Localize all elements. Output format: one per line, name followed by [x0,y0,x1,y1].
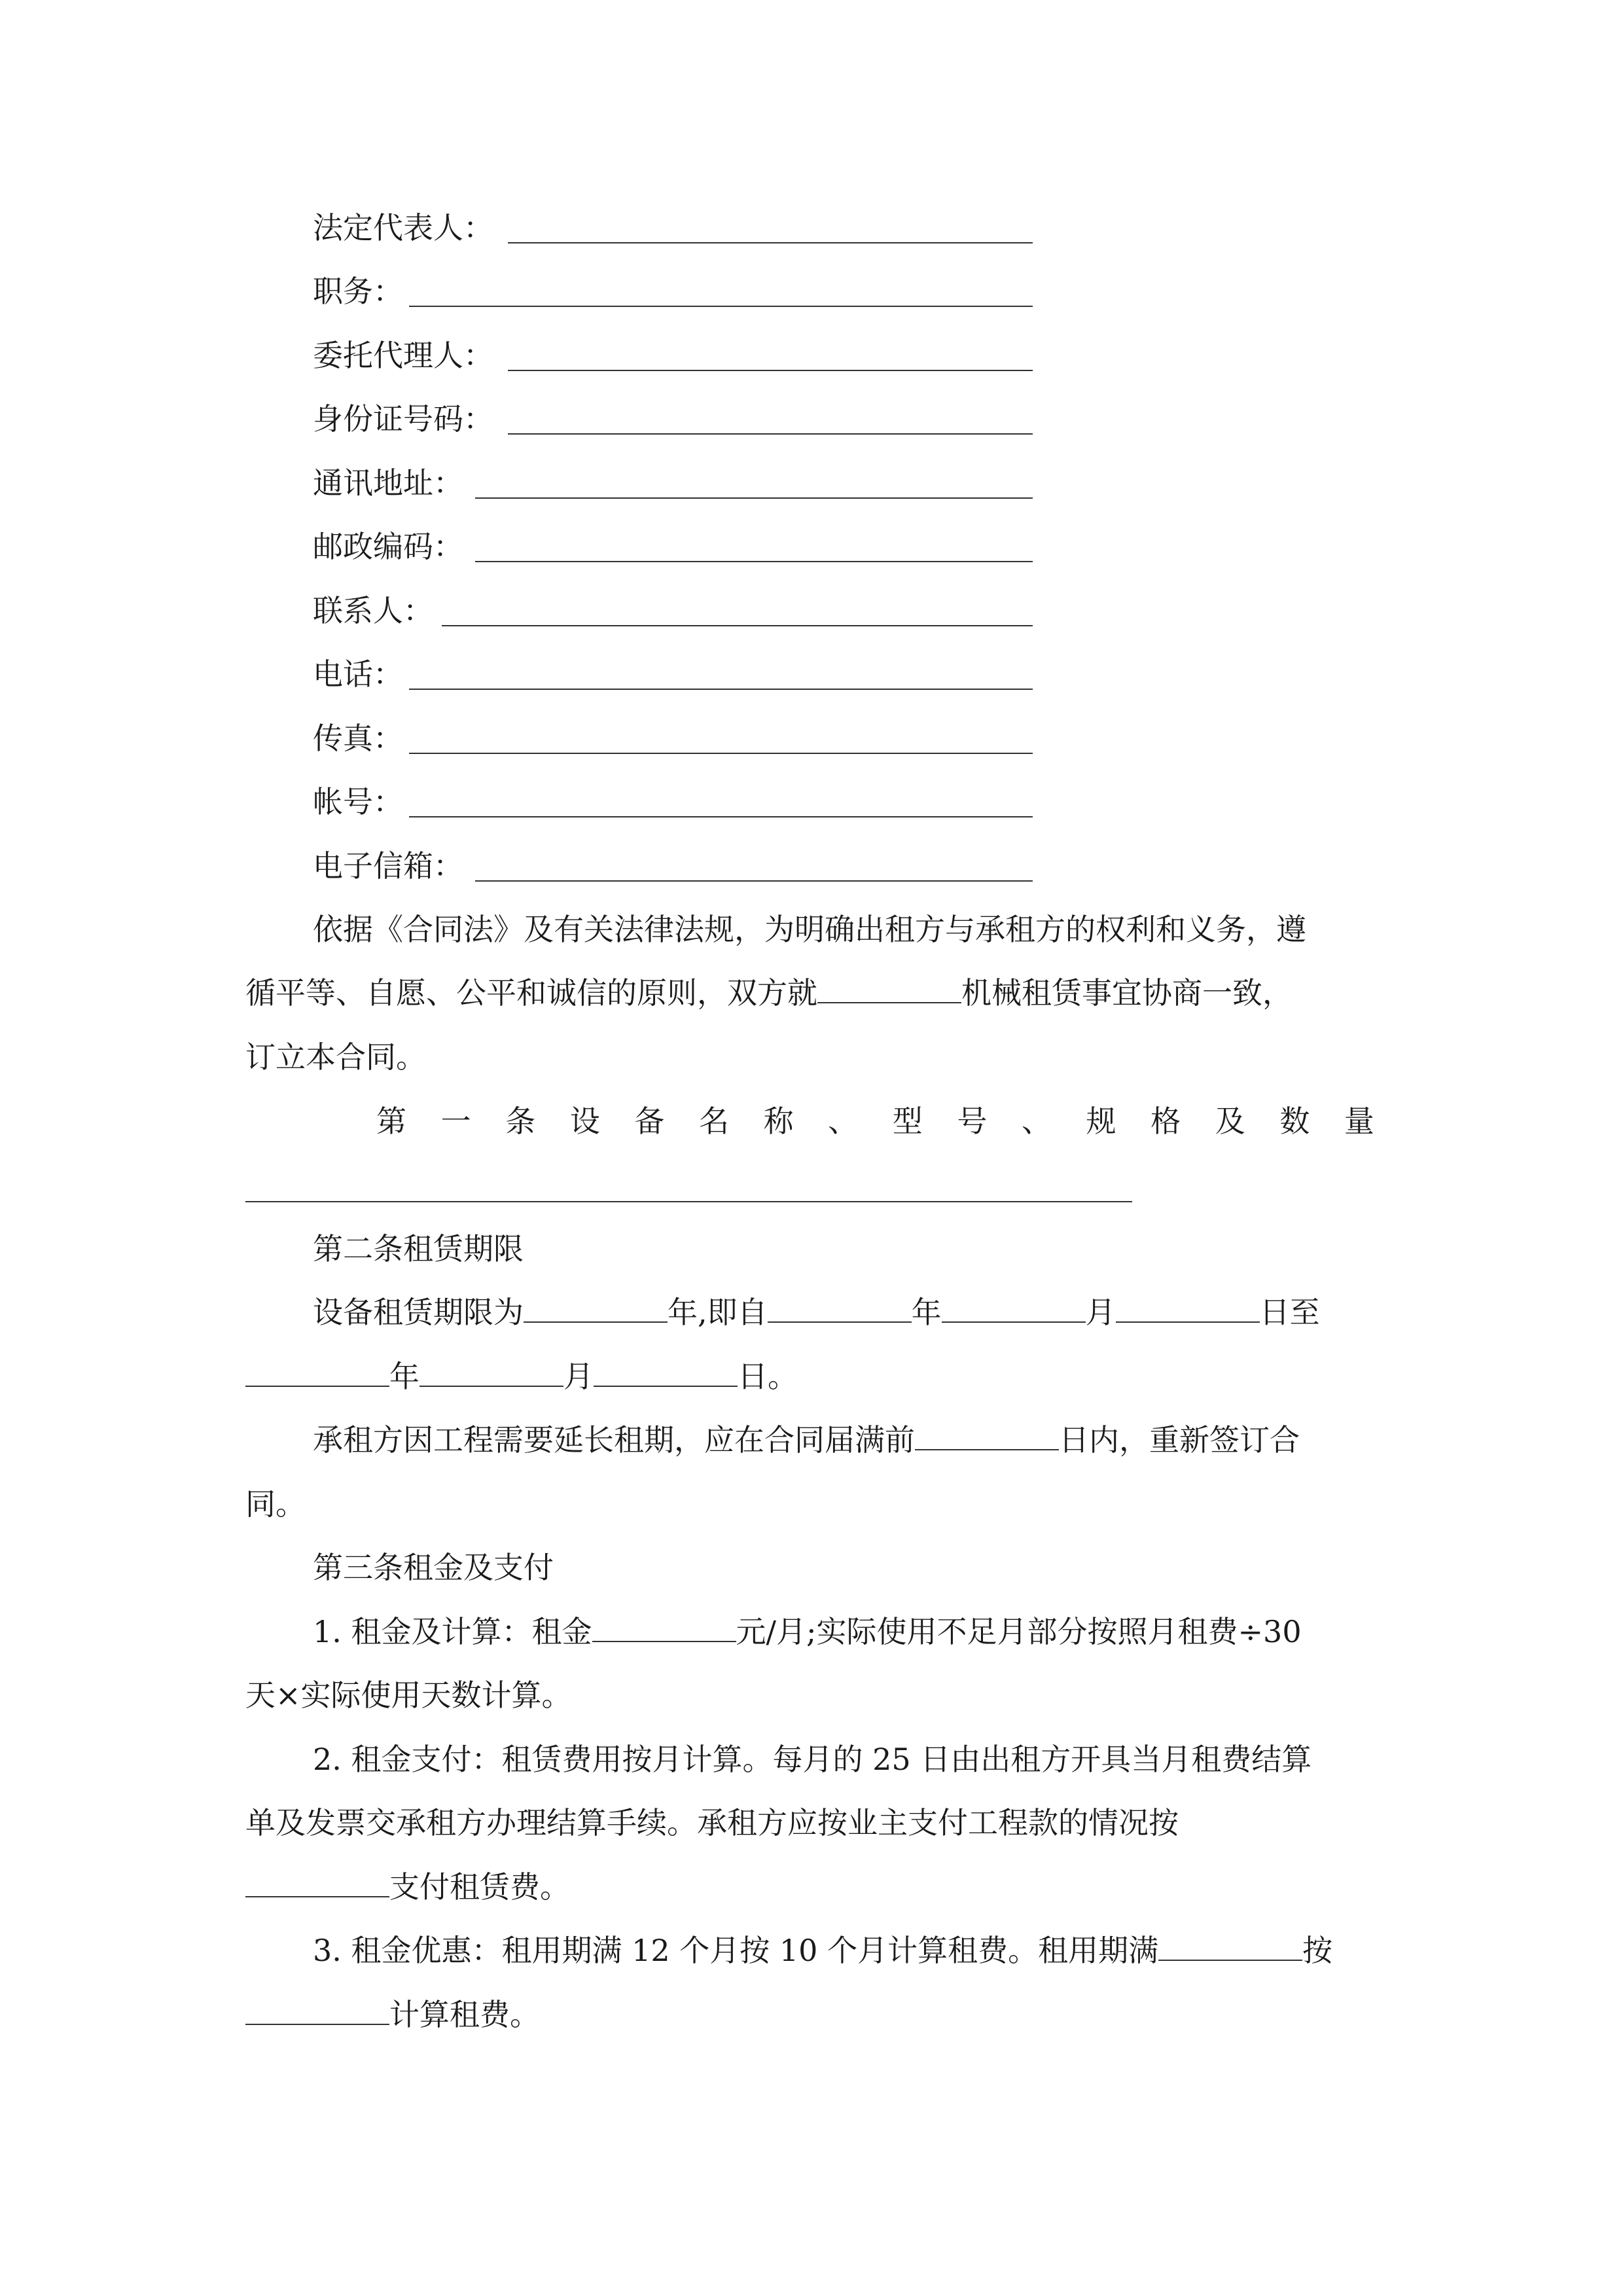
preamble-line-2 [245,973,1293,1013]
preamble-text: 循平等、自愿、公平和诚信的原则，双方就 [245,975,817,1011]
article-1-char: 型 [892,1103,923,1139]
article-text: 日内，重新签订合 [1059,1422,1300,1458]
article-1-char: 、 [1021,1103,1052,1139]
article-3-item-3-line-2 [245,1995,540,2034]
article-2-period-line-2 [245,1357,798,1396]
preamble-line-1: 依据《合同法》及有关法律法规，为明确出租方与承租方的权利和义务，遵 [313,912,1306,947]
field-blank[interactable] [409,816,1033,817]
end-year-blank[interactable] [245,1359,389,1387]
field-label: 帐号： [313,784,403,819]
article-3-item-3-line-1 [313,1931,1332,1970]
article-1-char: 条 [505,1103,536,1139]
field-blank[interactable] [409,306,1033,307]
field-label: 身份证号码： [313,401,493,437]
article-3-item-1-line-1 [313,1612,1302,1651]
end-month-blank[interactable] [419,1359,563,1387]
start-month-blank[interactable] [942,1295,1086,1323]
field-blank[interactable] [442,625,1033,626]
article-1-char: 号 [957,1103,988,1139]
field-blank[interactable] [475,561,1033,562]
article-text: 月 [563,1359,594,1394]
payment-method-blank[interactable] [245,1870,389,1897]
article-1-char: 数 [1279,1103,1310,1139]
discount-blank[interactable] [245,1998,389,2025]
article-1-char: 量 [1344,1103,1374,1139]
article-3-title: 第三条租金及支付 [313,1550,554,1585]
article-text: 日。 [738,1359,798,1394]
field-label: 传真： [313,721,403,756]
article-text: 年,即自 [668,1295,768,1330]
article-1-char: 备 [634,1103,665,1139]
start-day-blank[interactable] [1116,1295,1260,1323]
article-text: 月 [1085,1295,1116,1330]
article-1-char: 、 [828,1103,859,1139]
article-1-char: 第 [376,1103,406,1139]
article-text: 计算租费。 [389,1997,540,2032]
article-1-char: 一 [440,1103,471,1139]
field-blank[interactable] [475,497,1033,499]
field-blank[interactable] [508,242,1033,243]
article-2-extension-line-2: 同。 [245,1486,306,1522]
field-label: 法定代表人： [313,210,493,245]
period-blank[interactable] [1158,1933,1302,1961]
field-label: 通讯地址： [313,465,463,501]
article-1-heading [376,1102,1374,1141]
article-text: 按 [1302,1933,1333,1968]
field-label: 委托代理人： [313,338,493,373]
preamble-line-3: 订立本合同。 [245,1039,426,1075]
article-text: 支付租赁费。 [389,1869,570,1905]
article-1-char: 称 [763,1103,794,1139]
article-3-item-2-line-2: 单及发票交承租方办理结算手续。承租方应按业主支付工程款的情况按 [245,1805,1179,1840]
field-label: 电话： [313,656,403,692]
preamble-text: 机械租赁事宜协商一致， [961,975,1293,1011]
article-3-item-1-line-2: 天×实际使用天数计算。 [245,1677,572,1713]
article-text: 3. 租金优惠：租用期满 12 个月按 10 个月计算租费。租用期满 [313,1933,1159,1968]
article-text: 设备租赁期限为 [313,1295,524,1330]
article-1-char: 格 [1150,1103,1181,1139]
article-1-char: 规 [1086,1103,1116,1139]
years-blank[interactable] [524,1295,668,1323]
article-2-period-line-1 [313,1293,1320,1332]
equipment-blank[interactable] [817,976,961,1003]
article-3-item-2-line-3 [245,1867,570,1907]
article-text: 年 [911,1295,942,1330]
field-label: 邮政编码： [313,529,463,564]
field-blank[interactable] [409,753,1033,754]
field-label: 电子信箱： [313,848,463,884]
field-label: 职务： [313,274,403,309]
field-blank[interactable] [475,880,1033,882]
article-1-char: 名 [698,1103,729,1139]
article-text: 元/月;实际使用不足月部分按照月租费÷30 [736,1614,1302,1649]
article-text: 承租方因工程需要延长租期，应在合同届满前 [313,1422,915,1458]
start-year-blank[interactable] [768,1295,912,1323]
article-1-char: 及 [1215,1103,1245,1139]
field-blank[interactable] [508,370,1033,371]
field-label: 联系人： [313,593,433,628]
days-blank[interactable] [915,1423,1059,1450]
rent-amount-blank[interactable] [592,1615,736,1642]
field-blank[interactable] [409,689,1033,690]
article-2-extension-line-1 [313,1420,1300,1460]
article-text: 1. 租金及计算：租金 [313,1614,592,1649]
article-2-title: 第二条租赁期限 [313,1231,524,1266]
article-3-item-2-line-1: 2. 租金支付：租赁费用按月计算。每月的 25 日由出租方开具当月租费结算 [313,1742,1312,1777]
end-day-blank[interactable] [594,1359,738,1387]
article-1-blank[interactable] [245,1201,1132,1202]
article-text: 日至 [1259,1295,1320,1330]
article-text: 年 [389,1359,419,1394]
field-blank[interactable] [508,433,1033,435]
article-1-char: 设 [569,1103,600,1139]
